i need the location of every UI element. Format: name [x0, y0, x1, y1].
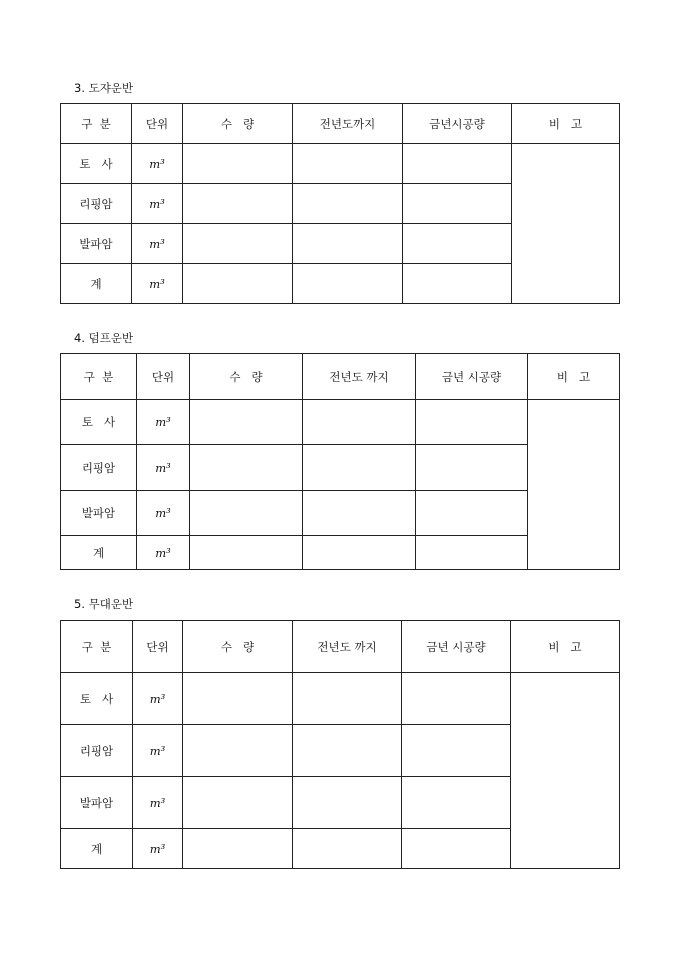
header-this-year: 금년 시공량	[402, 621, 511, 673]
this-year-cell	[402, 725, 511, 777]
header-remarks: 비 고	[528, 354, 620, 400]
quantity-cell	[183, 224, 293, 264]
header-previous-year: 전년도까지	[293, 104, 403, 144]
table-row	[61, 400, 620, 445]
this-year-cell	[403, 144, 512, 184]
previous-year-cell	[293, 725, 402, 777]
header-previous-year: 전년도 까지	[303, 354, 416, 400]
this-year-cell	[416, 400, 528, 445]
row-unit: m³	[133, 829, 183, 869]
row-unit: m³	[137, 536, 190, 570]
this-year-cell	[416, 445, 528, 491]
header-quantity: 수 량	[183, 621, 293, 673]
previous-year-cell	[303, 445, 416, 491]
quantity-cell	[183, 144, 293, 184]
previous-year-cell	[303, 491, 416, 536]
row-label: 리핑암	[61, 184, 132, 224]
header-unit: 단위	[132, 104, 183, 144]
row-unit: m³	[132, 144, 183, 184]
remarks-cell	[511, 673, 620, 869]
quantity-cell	[183, 829, 293, 869]
row-label: 토 사	[61, 400, 137, 445]
row-label: 계	[61, 829, 133, 869]
quantity-cell	[190, 400, 303, 445]
quantity-table	[60, 103, 620, 304]
quantity-cell	[183, 184, 293, 224]
previous-year-cell	[293, 673, 402, 725]
row-unit: m³	[137, 400, 190, 445]
quantity-cell	[190, 445, 303, 491]
quantity-cell	[190, 536, 303, 570]
this-year-cell	[416, 491, 528, 536]
previous-year-cell	[293, 777, 402, 829]
previous-year-cell	[293, 264, 403, 304]
row-unit: m³	[132, 264, 183, 304]
row-label: 계	[61, 536, 137, 570]
row-unit: m³	[132, 224, 183, 264]
table-header-row	[61, 104, 620, 144]
table-header-row	[61, 354, 620, 400]
this-year-cell	[402, 673, 511, 725]
header-category: 구 분	[61, 354, 137, 400]
table-row	[61, 673, 620, 725]
row-label: 리핑암	[61, 445, 137, 491]
header-quantity: 수 량	[190, 354, 303, 400]
header-this-year: 금년시공량	[403, 104, 512, 144]
section-title: 3. 도쟈운반	[74, 81, 134, 95]
row-label: 발파암	[61, 224, 132, 264]
section-title: 4. 덤프운반	[74, 331, 134, 345]
this-year-cell	[416, 536, 528, 570]
previous-year-cell	[293, 144, 403, 184]
quantity-cell	[190, 491, 303, 536]
table-header-row	[61, 621, 620, 673]
previous-year-cell	[293, 224, 403, 264]
remarks-cell	[528, 400, 620, 570]
header-previous-year: 전년도 까지	[293, 621, 402, 673]
quantity-cell	[183, 264, 293, 304]
this-year-cell	[403, 264, 512, 304]
this-year-cell	[403, 184, 512, 224]
row-label: 발파암	[61, 491, 137, 536]
quantity-cell	[183, 777, 293, 829]
this-year-cell	[402, 829, 511, 869]
header-remarks: 비 고	[511, 621, 620, 673]
header-category: 구 분	[61, 104, 132, 144]
row-label: 토 사	[61, 673, 133, 725]
row-unit: m³	[137, 491, 190, 536]
quantity-cell	[183, 673, 293, 725]
previous-year-cell	[303, 536, 416, 570]
header-remarks: 비 고	[512, 104, 620, 144]
row-label: 계	[61, 264, 132, 304]
header-unit: 단위	[137, 354, 190, 400]
header-unit: 단위	[133, 621, 183, 673]
quantity-cell	[183, 725, 293, 777]
row-label: 토 사	[61, 144, 132, 184]
quantity-table	[60, 353, 620, 570]
remarks-cell	[512, 144, 620, 304]
header-this-year: 금년 시공량	[416, 354, 528, 400]
section-title: 5. 무대운반	[74, 597, 134, 611]
row-label: 리핑암	[61, 725, 133, 777]
row-unit: m³	[133, 673, 183, 725]
header-quantity: 수 량	[183, 104, 293, 144]
row-unit: m³	[132, 184, 183, 224]
previous-year-cell	[303, 400, 416, 445]
quantity-table	[60, 620, 620, 869]
row-label: 발파암	[61, 777, 133, 829]
header-category: 구 분	[61, 621, 133, 673]
row-unit: m³	[133, 725, 183, 777]
table-row	[61, 144, 620, 184]
row-unit: m³	[137, 445, 190, 491]
this-year-cell	[402, 777, 511, 829]
this-year-cell	[403, 224, 512, 264]
previous-year-cell	[293, 829, 402, 869]
previous-year-cell	[293, 184, 403, 224]
row-unit: m³	[133, 777, 183, 829]
